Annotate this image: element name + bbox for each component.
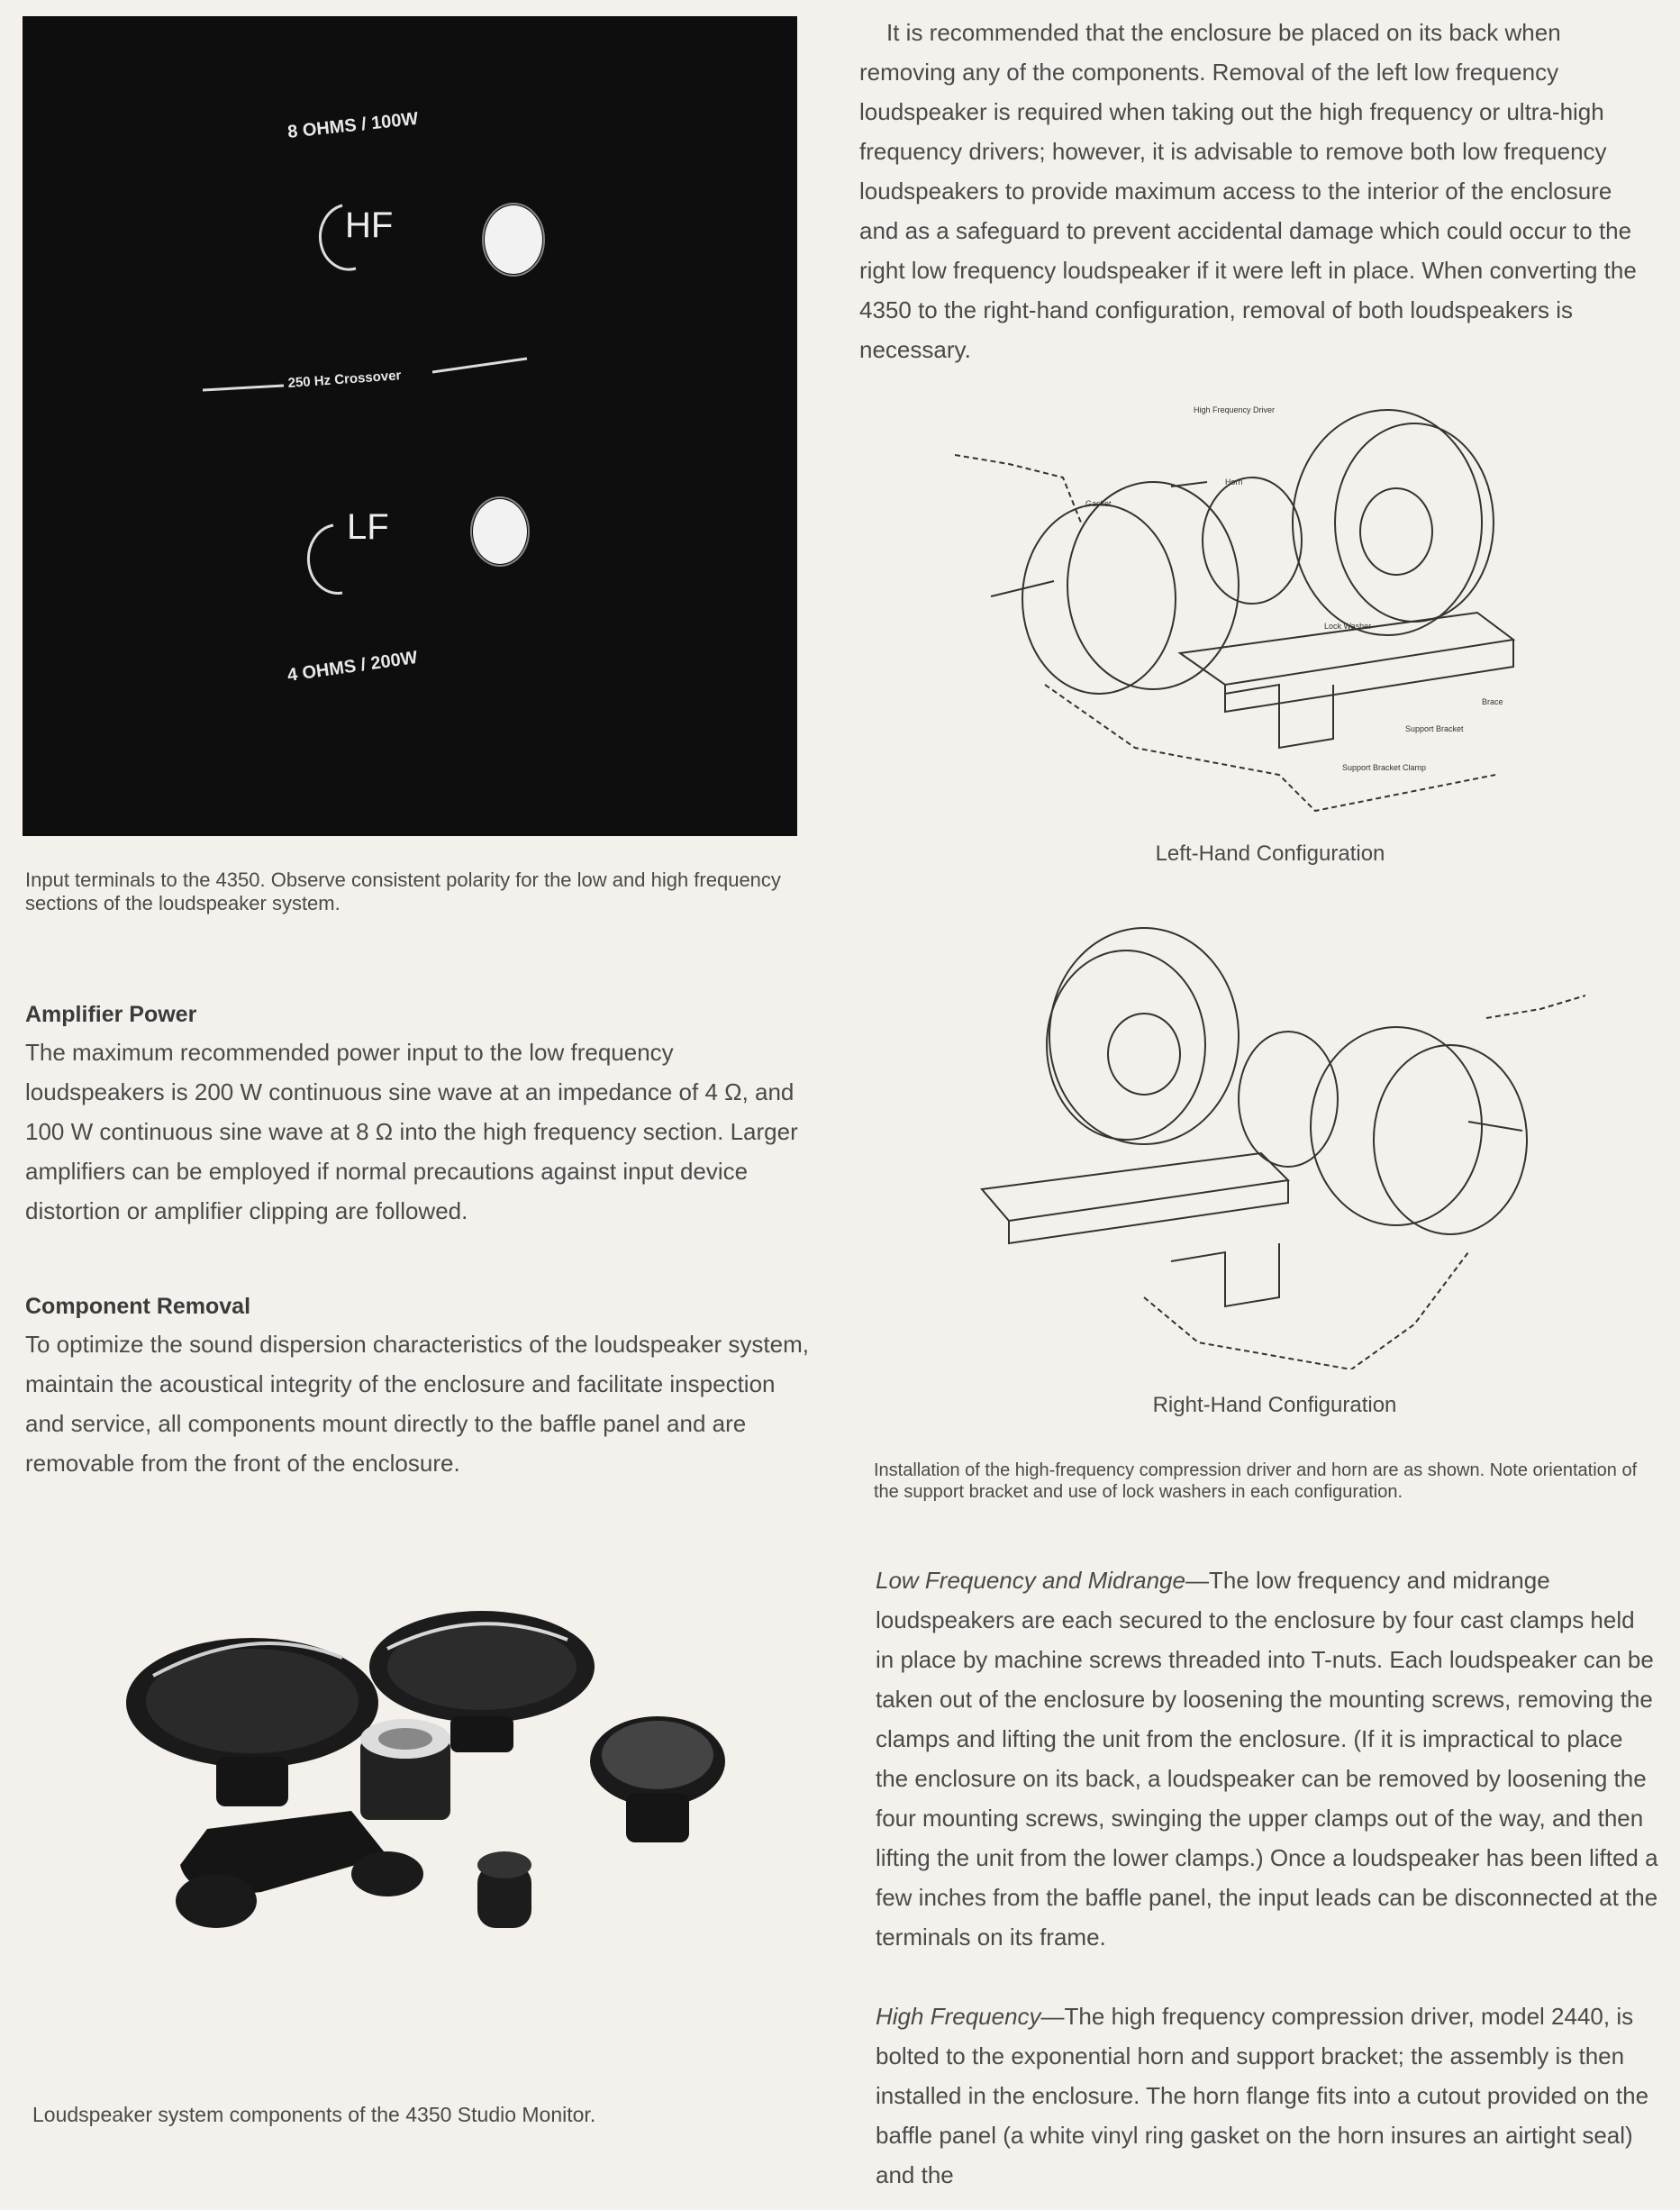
hf-paragraph <box>876 1996 1659 2195</box>
right-hand-diagram <box>964 919 1585 1369</box>
hf-terminal-label: HF <box>345 205 394 245</box>
lf-midrange-text: —The low frequency and midrange loudspeakers are each secured to the enclosure by four cast clamps held in place by machine screws threaded into T-nuts. Each loudspeaker can be taken out of the enclosure by loosening the mounting screws, removing the clamps and lifting the unit from the enclosure. (If it is impractical to place the enclosure on its back, a loudspeaker can be removed by loosening the four mounting screws, swinging the upper clamps out of the way, and then lifting the unit from the lower clamps.) Once a loudspeaker has been lifted a few inches from the baffle panel, the input leads can be disconnected at the terminals on its frame. <box>876 1567 1658 1951</box>
crossover-label: 250 Hz Crossover <box>287 368 402 391</box>
impedance-label-bottom: 4 OHMS / 200W <box>286 647 419 686</box>
label-lock-washer: Lock Washer <box>1324 622 1372 631</box>
component-removal-heading: Component Removal <box>25 1294 251 1319</box>
right-hand-title: Right-Hand Configuration <box>1152 1393 1397 1417</box>
intro-paragraph: It is recommended that the enclosure be placed on its back when removing any of the components. Removal of the left low frequency loudspeaker is required when taking out the high frequency or ultra-high frequency drivers; however, it is advisable to remove both low frequency loudspeakers to provide maximum access to the interior of the enclosure and as a safeguard to prevent accidental damage which could occur to the right low frequency loudspeaker if it were left in place. When converting the 4350 to the right-hand configuration, removal of both loudspeakers is necessary. <box>859 19 1637 363</box>
components-drawing <box>117 1604 730 2000</box>
label-brace: Brace <box>1482 697 1503 706</box>
component-removal-text <box>25 1324 809 1483</box>
impedance-label-top: 8 OHMS / 100W <box>286 108 420 142</box>
lf-midrange-paragraph <box>876 1560 1659 1957</box>
hf-lead: High Frequency <box>876 2003 1041 2030</box>
hf-positive-terminal <box>485 205 542 274</box>
lf-positive-terminal <box>473 499 527 564</box>
amplifier-heading: Amplifier Power <box>25 1002 197 1027</box>
label-support-bracket-clamp: Support Bracket Clamp <box>1342 763 1427 772</box>
component-removal-paragraph: To optimize the sound dispersion characteristics of the loudspeaker system, maintain the acoustical integrity of the enclosure and facilitate inspection and service, all components mount directly to the baffle panel and are removable from the front of the enclosure. <box>25 1331 809 1477</box>
lf-terminal-label: LF <box>347 507 389 547</box>
amplifier-text <box>25 1032 809 1231</box>
label-gasket: Gasket <box>1085 499 1112 508</box>
terminal-panel-photo <box>23 16 797 836</box>
components-caption: Loudspeaker system components of the 4350 Studio Monitor. <box>32 2103 596 2126</box>
left-hand-title: Left-Hand Configuration <box>1155 841 1385 866</box>
hf-text: —The high frequency compression driver, model 2440, is bolted to the exponential horn and support bracket; the assembly is then installed in the enclosure. The horn flange fits into a cutout provided on the baffle panel (a white vinyl ring gasket on the horn insures an airtight seal) and the <box>876 2003 1649 2188</box>
lf-midrange-lead: Low Frequency and Midrange <box>876 1567 1185 1594</box>
amplifier-paragraph: The maximum recommended power input to the low frequency loudspeakers is 200 W continuous sine wave at an impedance of 4 Ω, and 100 W continuous sine wave at 8 Ω into the high frequency section. Larger amplifiers can be employed if normal precautions against input device distortion or amplifier clipping are followed. <box>25 1039 798 1224</box>
label-hf-driver: High Frequency Driver <box>1194 405 1276 414</box>
left-hand-drawing <box>955 387 1585 829</box>
components-photo <box>117 1604 730 2000</box>
left-hand-diagram <box>955 387 1585 829</box>
right-hand-drawing <box>964 919 1585 1369</box>
panel-caption: Input terminals to the 4350. Observe consistent polarity for the low and high frequency sections of the loudspeaker system. <box>25 869 781 914</box>
installation-caption: Installation of the high-frequency compression driver and horn are as shown. Note orientation of the support bracket and use of lock washers in each configuration. <box>874 1460 1638 1502</box>
label-horn: Horn <box>1225 477 1243 487</box>
terminal-panel-drawing <box>23 16 797 836</box>
label-support-bracket: Support Bracket <box>1405 724 1464 733</box>
